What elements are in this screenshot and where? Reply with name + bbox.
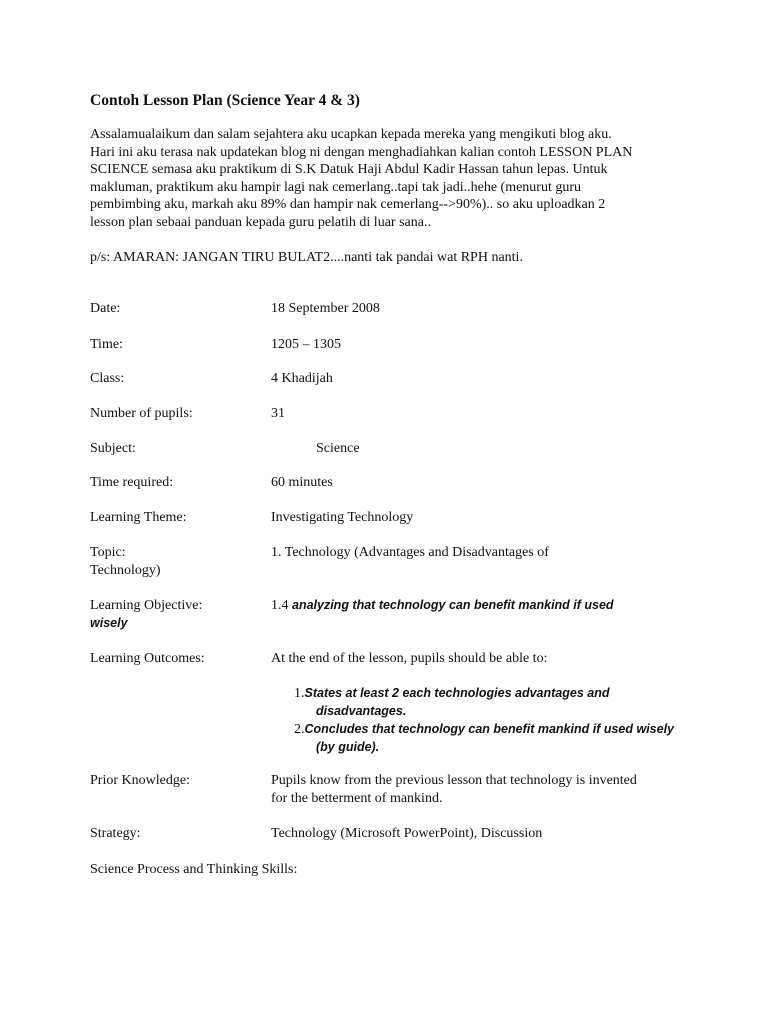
outcome-number: 1. xyxy=(294,686,305,701)
time-required-label: Time required: xyxy=(90,475,174,490)
theme-label: Learning Theme: xyxy=(90,510,187,525)
pupils-value: 31 xyxy=(271,406,285,421)
process-skills-label: Science Process and Thinking Skills: xyxy=(90,862,298,877)
prior-knowledge-line: for the betterment of mankind. xyxy=(271,791,443,806)
date-value: 18 September 2008 xyxy=(271,301,380,316)
prior-knowledge-label: Prior Knowledge: xyxy=(90,773,190,788)
topic-continuation: Technology) xyxy=(90,563,161,578)
objective-text: analyzing that technology can benefit mankind if used xyxy=(292,598,614,612)
prior-knowledge-line: Pupils know from the previous lesson that technology is invented xyxy=(271,773,637,788)
subject-value: Science xyxy=(316,441,360,456)
outcomes-intro: At the end of the lesson, pupils should be able to: xyxy=(271,651,548,666)
topic-label: Topic: xyxy=(90,545,126,560)
date-label: Date: xyxy=(90,301,121,316)
ps-note: p/s: AMARAN: JANGAN TIRU BULAT2....nanti tak pandai wat RPH nanti. xyxy=(90,250,523,265)
intro-line: makluman, praktikum aku hampir lagi nak cemerlang..tapi tak jadi..hehe (menurut guru xyxy=(90,179,582,195)
strategy-label: Strategy: xyxy=(90,826,141,841)
objective-label: Learning Objective: xyxy=(90,598,203,613)
document-title: Contoh Lesson Plan (Science Year 4 & 3) xyxy=(90,92,360,109)
intro-line: pembimbing aku, markah aku 89% dan hampir nak cemerlang-->90%).. so aku uploadkan 2 xyxy=(90,197,606,212)
outcome-item xyxy=(294,684,609,703)
intro-line: lesson plan sebaai panduan kepada guru pelatih di luar sana.. xyxy=(90,214,431,230)
outcome-item xyxy=(294,720,674,739)
outcome-text-continuation: (by guide). xyxy=(316,740,380,754)
time-value: 1205 – 1305 xyxy=(271,337,341,352)
intro-line: SCIENCE semasa aku praktikum di S.K Datuk Haji Abdul Kadir Hassan tahun lepas. Untuk xyxy=(90,162,608,177)
time-required-value: 60 minutes xyxy=(271,475,333,490)
outcome-text-continuation: disadvantages. xyxy=(316,704,407,718)
theme-value: Investigating Technology xyxy=(271,510,414,525)
pupils-label: Number of pupils: xyxy=(90,406,193,421)
objective-number: 1.4 xyxy=(271,598,289,613)
outcome-text: Concludes that technology can benefit mankind if used wisely xyxy=(304,722,675,736)
outcomes-label: Learning Outcomes: xyxy=(90,651,205,666)
intro-paragraph xyxy=(90,126,710,231)
intro-line: Hari ini aku terasa nak updatekan blog ni dengan menghadiahkan kalian contoh LESSON PLAN xyxy=(90,144,633,160)
intro-line: Assalamualaikum dan salam sejahtera aku ucapkan kepada mereka yang mengikuti blog aku. xyxy=(90,127,612,142)
strategy-value: Technology (Microsoft PowerPoint), Discussion xyxy=(271,826,543,841)
objective-continuation: wisely xyxy=(90,616,128,630)
time-label: Time: xyxy=(90,337,123,352)
class-value: 4 Khadijah xyxy=(271,371,333,386)
subject-label: Subject: xyxy=(90,441,136,456)
outcome-number: 2. xyxy=(294,722,305,737)
topic-value: 1. Technology (Advantages and Disadvantages of xyxy=(271,545,549,560)
class-label: Class: xyxy=(90,371,125,386)
outcome-text: States at least 2 each technologies advantages and xyxy=(304,686,610,700)
objective-value xyxy=(271,597,614,615)
